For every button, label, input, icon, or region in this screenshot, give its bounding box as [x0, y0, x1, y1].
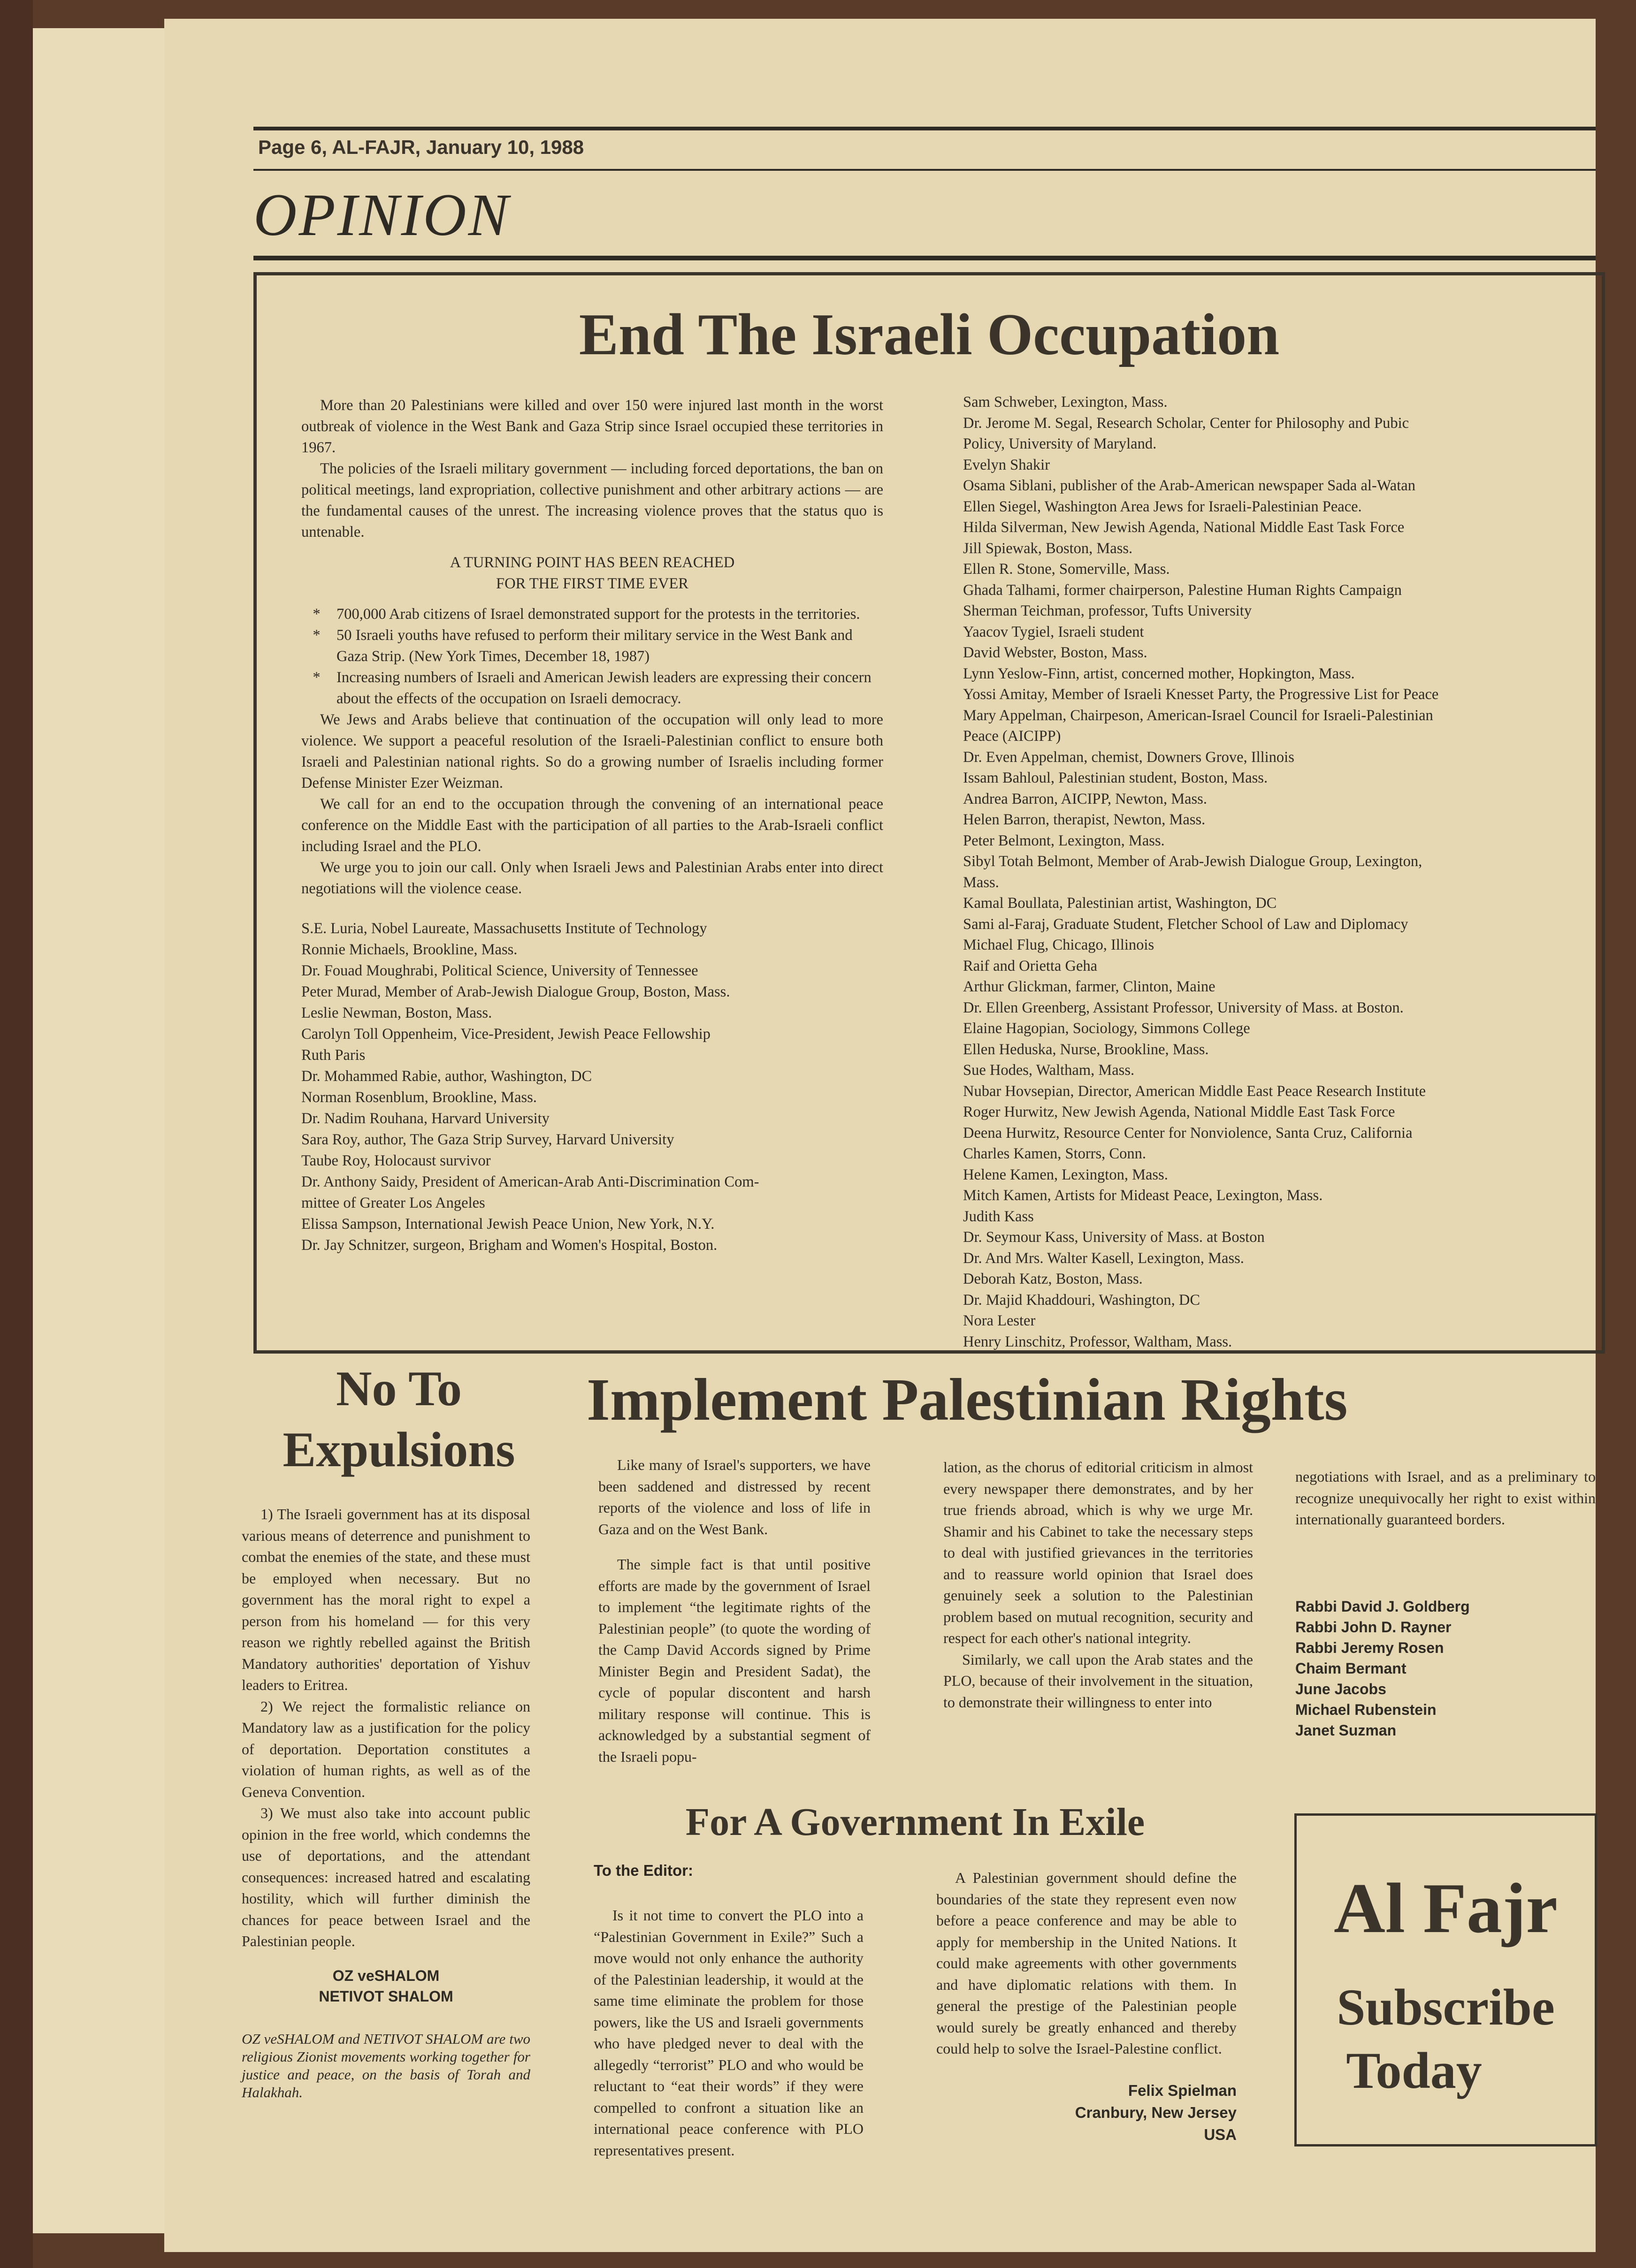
signer: Peter Murad, Member of Arab-Jewish Dialogue Group, Boston, Mass.	[301, 983, 730, 1000]
subscribe-ad-box	[1294, 1813, 1597, 2146]
signer: Ronnie Michaels, Brookline, Mass.	[301, 941, 518, 958]
signer: Sam Schweber, Lexington, Mass.	[963, 394, 1168, 411]
expulsions-signature: NETIVOT SHALOM	[319, 1987, 453, 2005]
signer: Sue Hodes, Waltham, Mass.	[963, 1062, 1135, 1079]
rights-signer: June Jacobs	[1295, 1680, 1386, 1697]
rights-signer: Rabbi John D. Rayner	[1295, 1618, 1452, 1636]
signer: Dr. Jerome M. Segal, Research Scholar, Center for Philosophy and Pubic	[963, 414, 1409, 432]
occupation-paragraph: We Jews and Arabs believe that continuation of the occupation will only lead to more violence. We support a peaceful resolution of the Israeli-Palestinian conflict to ensure both Israeli and Palestinian national rights. So do a growing number of Israelis including former Defense Minister Ezer Weizman.	[301, 711, 883, 792]
rights-paragraph: Similarly, we call upon the Arab states and the PLO, because of their involvement in the situation, to demonstrate their willingness to enter into	[943, 1651, 1253, 1711]
signer: Sami al-Faraj, Graduate Student, Fletcher School of Law and Diplomacy	[963, 915, 1408, 933]
exile-paragraph: A Palestinian government should define the boundaries of the state they represent even now before a peace conference and may be able to apply for membership in the United Nations. It could make agreements with other governments and have diplomatic relations with them. In general the prestige of the Palestinian people would surely be greatly enhanced and thereby could help to solve the Israel-Palestine conflict.	[936, 1869, 1237, 2057]
signer: Sibyl Totah Belmont, Member of Arab-Jewish Dialogue Group, Lexington,	[963, 853, 1422, 870]
exile-headline: For A Government In Exile	[685, 1800, 1145, 1844]
signer: Dr. Mohammed Rabie, author, Washington, DC	[301, 1068, 592, 1085]
signer: Raif and Orietta Geha	[963, 957, 1098, 974]
signer: Ellen Heduska, Nurse, Brookline, Mass.	[963, 1041, 1209, 1058]
signer: Dr. Majid Khaddouri, Washington, DC	[963, 1291, 1200, 1309]
signer: Sherman Teichman, professor, Tufts University	[963, 602, 1252, 619]
occupation-ad-box	[253, 272, 1605, 1354]
ad-title: Al Fajr	[1334, 1869, 1558, 1948]
signer: Yaacov Tygiel, Israeli student	[963, 623, 1144, 640]
signer: Michael Flug, Chicago, Illinois	[963, 936, 1154, 953]
exile-salutation: To the Editor:	[594, 1862, 694, 1879]
exile-signature: Felix Spielman	[1128, 2081, 1237, 2099]
rights-signer: Michael Rubenstein	[1295, 1701, 1437, 1718]
signer: Mass.	[963, 874, 999, 891]
signer: Nubar Hovsepian, Director, American Middle East Peace Research Institute	[963, 1082, 1426, 1100]
rights-paragraph: The simple fact is that until positive efforts are made by the government of Israel to implement “the legitimate rights of the Palestinian people” (to quote the wording of the Camp David Accords signed by Prime Minister Begin and President Sadat), the cycle of popular discontent and harsh military response will continue. This is acknowledged by a substantial segment of the Israeli popu-	[598, 1556, 871, 1765]
signer: Arthur Glickman, farmer, Clinton, Maine	[963, 978, 1216, 995]
bullet-item: * 700,000 Arab citizens of Israel demonstrated support for the protests in the territories.	[301, 606, 860, 623]
signer: Ellen R. Stone, Somerville, Mass.	[963, 561, 1170, 578]
signer: Jill Spiewak, Boston, Mass.	[963, 540, 1133, 557]
signer: mittee of Greater Los Angeles	[301, 1195, 485, 1211]
signer: Charles Kamen, Storrs, Conn.	[963, 1145, 1146, 1162]
signer: Deborah Katz, Boston, Mass.	[963, 1271, 1143, 1287]
signer: Ghada Talhami, former chairperson, Palestine Human Rights Campaign	[963, 581, 1402, 599]
rights-headline: Implement Palestinian Rights	[587, 1366, 1348, 1433]
top-rule	[253, 127, 1596, 130]
signer: Dr. Nadim Rouhana, Harvard University	[301, 1110, 550, 1127]
rights-column-1	[598, 1454, 871, 1767]
page-folio: Page 6, AL-FAJR, January 10, 1988	[258, 136, 584, 158]
signer: S.E. Luria, Nobel Laureate, Massachusetts Institute of Technology	[301, 920, 707, 937]
occupation-headline: End The Israeli Occupation	[579, 302, 1280, 367]
signer: Nora Lester	[963, 1312, 1036, 1329]
signer: Taube Roy, Holocaust survivor	[301, 1152, 491, 1169]
signer: Ruth Paris	[301, 1047, 366, 1064]
signer: Judith Kass	[963, 1208, 1034, 1225]
exile-signature: USA	[1204, 2125, 1237, 2143]
occupation-paragraph: More than 20 Palestinians were killed and over 150 were injured last month in the worst outbreak of violence in the West Bank and Gaza Strip since Israel occupied these territories in 1967.	[301, 397, 883, 456]
signer: Kamal Boullata, Palestinian artist, Washington, DC	[963, 895, 1277, 912]
signer: Mary Appelman, Chairpeson, American-Israel Council for Israeli-Palestinian	[963, 707, 1433, 724]
exile-column-1	[594, 1905, 864, 2161]
signer: Dr. Even Appelman, chemist, Downers Grove, Illinois	[963, 748, 1294, 766]
expulsions-paragraph: 1) The Israeli government has at its disposal various means of deterrence and punishment to combat the enemies of the state, and these must be employed when necessary. But no government has the moral right to expel a person from his homeland — for this very reason we rightly rebelled against the British Mandatory authorities' deportation of Yishuv leaders to Eritrea.	[242, 1506, 530, 1693]
expulsions-note: OZ veSHALOM and NETIVOT SHALOM are two religious Zionist movements working together for justice and peace, on the basis of Torah and Halakhah.	[242, 2030, 530, 2101]
exile-signature: Cranbury, New Jersey	[1075, 2103, 1237, 2121]
signer: Dr. And Mrs. Walter Kasell, Lexington, Mass.	[963, 1249, 1244, 1267]
ad-subscribe-text: Subscribe	[1337, 1979, 1555, 2036]
rights-paragraph: Like many of Israel's supporters, we have been saddened and distressed by recent reports of the violence and loss of life in Gaza and on the West Bank.	[598, 1456, 871, 1537]
section-rule	[253, 256, 1596, 260]
signer: Elaine Hagopian, Sociology, Simmons College	[963, 1020, 1250, 1037]
signer: Ellen Siegel, Washington Area Jews for Israeli-Palestinian Peace.	[963, 498, 1362, 515]
turning-point-subheading: FOR THE FIRST TIME EVER	[496, 575, 688, 592]
binder-edge	[0, 0, 33, 2268]
signer: Peter Belmont, Lexington, Mass.	[963, 832, 1165, 849]
signer: Norman Rosenblum, Brookline, Mass.	[301, 1089, 537, 1106]
expulsions-paragraph: 2) We reject the formalistic reliance on Mandatory law as a justification for the policy of deportation. Deportation constitutes a violation of human rights, as well as of the Geneva Convention.	[242, 1697, 530, 1800]
signer: Andrea Barron, AICIPP, Newton, Mass.	[963, 790, 1207, 807]
expulsions-headline: No To Expulsions	[283, 1361, 515, 1477]
signer: Dr. Anthony Saidy, President of American-Arab Anti-Discrimination Com-	[301, 1173, 759, 1190]
section-title: OPINION	[253, 182, 511, 248]
rights-signer: Rabbi Jeremy Rosen	[1295, 1639, 1444, 1656]
signer: Issam Bahloul, Palestinian student, Boston, Mass.	[963, 769, 1268, 786]
rights-paragraph: lation, as the chorus of editorial criticism in almost every newspaper there demonstrates, and by her true friends abroad, which is why we urge Mr. Shamir and his Cabinet to take the necessary steps to deal with justified grievances in the territories and to reassure world opinion that Israel does genuinely seek a solution to the Palestinian problem based on mutual recognition, security and respect for each other's national integrity.	[943, 1459, 1253, 1646]
signer: Mitch Kamen, Artists for Mideast Peace, Lexington, Mass.	[963, 1187, 1323, 1204]
signer: Osama Siblani, publisher of the Arab-American newspaper Sada al-Watan	[963, 477, 1415, 494]
signer: Policy, University of Maryland.	[963, 435, 1157, 452]
bullet-item: * Increasing numbers of Israeli and American Jewish leaders are expressing their concern about the effects of the occupation on Israeli democracy.	[301, 669, 872, 707]
signers-left-list	[301, 918, 883, 1256]
rights-column-3	[1295, 1466, 1596, 1741]
rights-signer: Janet Suzman	[1295, 1721, 1397, 1739]
rights-signer: Rabbi David J. Goldberg	[1295, 1598, 1470, 1615]
expulsions-signature: OZ veSHALOM	[332, 1967, 440, 1984]
underlying-page-edge	[33, 28, 172, 2233]
signer: Elissa Sampson, International Jewish Peace Union, New York, N.Y.	[301, 1216, 715, 1233]
signer: Hilda Silverman, New Jewish Agenda, National Middle East Task Force	[963, 519, 1405, 536]
signer: Evelyn Shakir	[963, 456, 1050, 473]
signer: Dr. Ellen Greenberg, Assistant Professor, University of Mass. at Boston.	[963, 999, 1404, 1016]
turning-point-heading: A TURNING POINT HAS BEEN REACHED	[450, 554, 735, 571]
occupation-paragraph: We call for an end to the occupation through the convening of an international peace conference on the Middle East with the participation of all parties to the Arab-Israeli conflict including Israel and the PLO.	[301, 796, 883, 855]
signer: Dr. Fouad Moughrabi, Political Science, University of Tennessee	[301, 962, 698, 979]
newspaper-page	[164, 19, 1596, 2252]
signer: Lynn Yeslow-Finn, artist, concerned mother, Hopkington, Mass.	[963, 665, 1355, 682]
expulsions-body	[242, 1504, 530, 2101]
signer: David Webster, Boston, Mass.	[963, 644, 1147, 661]
signer: Dr. Jay Schnitzer, surgeon, Brigham and Women's Hospital, Boston.	[301, 1237, 718, 1254]
rights-paragraph: negotiations with Israel, and as a preliminary to recognize unequivocally her right to exist within internationally guaranteed borders.	[1295, 1468, 1596, 1528]
signer: Peace (AICIPP)	[963, 728, 1061, 745]
occupation-paragraph: We urge you to join our call. Only when Israeli Jews and Palestinian Arabs enter into direct negotiations will the violence cease.	[301, 859, 883, 897]
signer: Helene Kamen, Lexington, Mass.	[963, 1166, 1168, 1183]
rights-column-2	[943, 1457, 1253, 1713]
signer: Henry Linschitz, Professor, Waltham, Mass.	[963, 1333, 1232, 1350]
signer: Roger Hurwitz, New Jewish Agenda, National Middle East Task Force	[963, 1104, 1395, 1120]
occupation-paragraph: The policies of the Israeli military government — including forced deportations, the ban on political meetings, land expropriation, collective punishment and other arbitrary actions — are the fundamental causes of the unrest. The increasing violence proves that the status quo is untenable.	[301, 460, 883, 540]
exile-paragraph: Is it not time to convert the PLO into a “Palestinian Government in Exile?” Such a move would not only enhance the authority of the Palestinian leadership, it would at the same time eliminate the problem for those powers, like the US and Israeli governments who have pledged never to deal with the allegedly “terrorist” PLO and who would be reluctant to “eat their words” if they were compelled to confront a situation like an international peace conference with PLO representatives present.	[594, 1907, 864, 2159]
signer: Deena Hurwitz, Resource Center for Nonviolence, Santa Cruz, California	[963, 1124, 1413, 1142]
bullet-item: * 50 Israeli youths have refused to perform their military service in the West Bank and Gaza Strip. (New York Times, December 18, 1987)	[301, 627, 853, 665]
signer: Leslie Newman, Boston, Mass.	[301, 1005, 492, 1021]
signers-right-list	[963, 392, 1573, 1352]
occupation-left-column	[301, 395, 883, 1256]
signer: Yossi Amitay, Member of Israeli Knesset Party, the Progressive List for Peace	[963, 686, 1439, 703]
exile-column-2	[936, 1867, 1237, 2146]
rights-signer: Chaim Bermant	[1295, 1659, 1407, 1677]
expulsions-paragraph: 3) We must also take into account public opinion in the free world, which condemns the use of deportations, and the attendant consequences: increased hatred and escalating hostility, which will further diminish the chances for peace between Israel and the Palestinian people.	[242, 1804, 530, 1949]
signer: Dr. Seymour Kass, University of Mass. at Boston	[963, 1229, 1265, 1246]
signer: Sara Roy, author, The Gaza Strip Survey, Harvard University	[301, 1131, 674, 1148]
header-rule	[253, 169, 1596, 171]
signer: Carolyn Toll Oppenheim, Vice-President, Jewish Peace Fellowship	[301, 1026, 711, 1043]
signer: Helen Barron, therapist, Newton, Mass.	[963, 811, 1206, 828]
ad-today-text: Today	[1346, 2042, 1482, 2099]
